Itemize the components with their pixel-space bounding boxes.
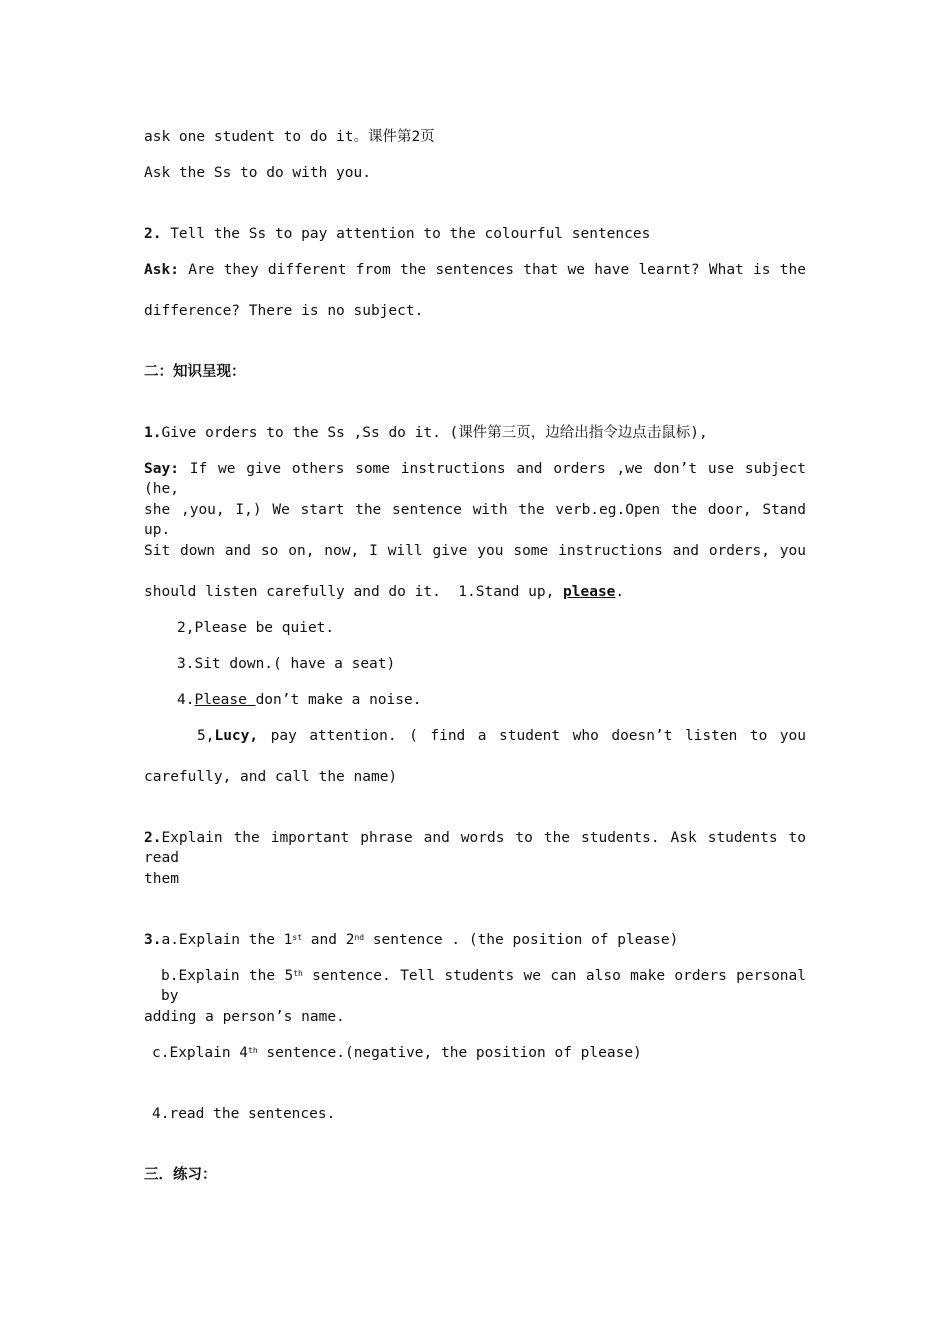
text-line: b.Explain the 5th sentence. Tell students we can also make orders personal by: [161, 968, 806, 1004]
order-item: 2,Please be quiet.: [177, 620, 335, 636]
step-4-line: 4.read the sentences.: [152, 1106, 336, 1122]
order-item: 4.Please don’t make a noise.: [177, 692, 422, 708]
text-line: ask one student to do it。课件第2页: [144, 129, 435, 145]
text-line: difference? There is no subject.: [144, 303, 424, 319]
text-line: Sit down and so on, now, I will give you some instructions and orders, you: [144, 543, 806, 559]
step-2-explain-line: 2.Explain the important phrase and words to the students. Ask students to read: [144, 830, 806, 866]
order-item: 5,Lucy, pay attention. ( find a student who doesn’t listen to you: [197, 728, 806, 744]
step-3-line: 3.a.Explain the 1st and 2nd sentence . (the position of please): [144, 932, 679, 948]
text-line: c.Explain 4th sentence.(negative, the position of please): [152, 1045, 642, 1061]
text-line: should listen carefully and do it. 1.Stand up, please.: [144, 584, 625, 600]
text-line: adding a person’s name.: [144, 1009, 345, 1025]
say-line: Say: If we give others some instructions and orders ,we don’t use subject (he,: [144, 461, 806, 497]
text-line: she ,you, I,) We start the sentence with the verb.eg.Open the door, Stand up.: [144, 502, 806, 538]
section-heading-2: 二：知识呈现：: [144, 364, 246, 380]
step-1-line: 1.Give orders to the Ss ,Ss do it. (课件第三页，边给出指令边点击鼠标),: [144, 425, 708, 441]
text-line: carefully, and call the name): [144, 769, 398, 785]
section-heading-3: 三．练习：: [144, 1167, 217, 1183]
text-line: them: [144, 871, 179, 887]
text-line: Ask the Ss to do with you.: [144, 165, 371, 181]
step-2-line: 2. Tell the Ss to pay attention to the colourful sentences: [144, 226, 651, 242]
ask-line: Ask: Are they different from the sentences that we have learnt? What is the: [144, 262, 806, 278]
order-item: 3.Sit down.( have a seat): [177, 656, 396, 672]
